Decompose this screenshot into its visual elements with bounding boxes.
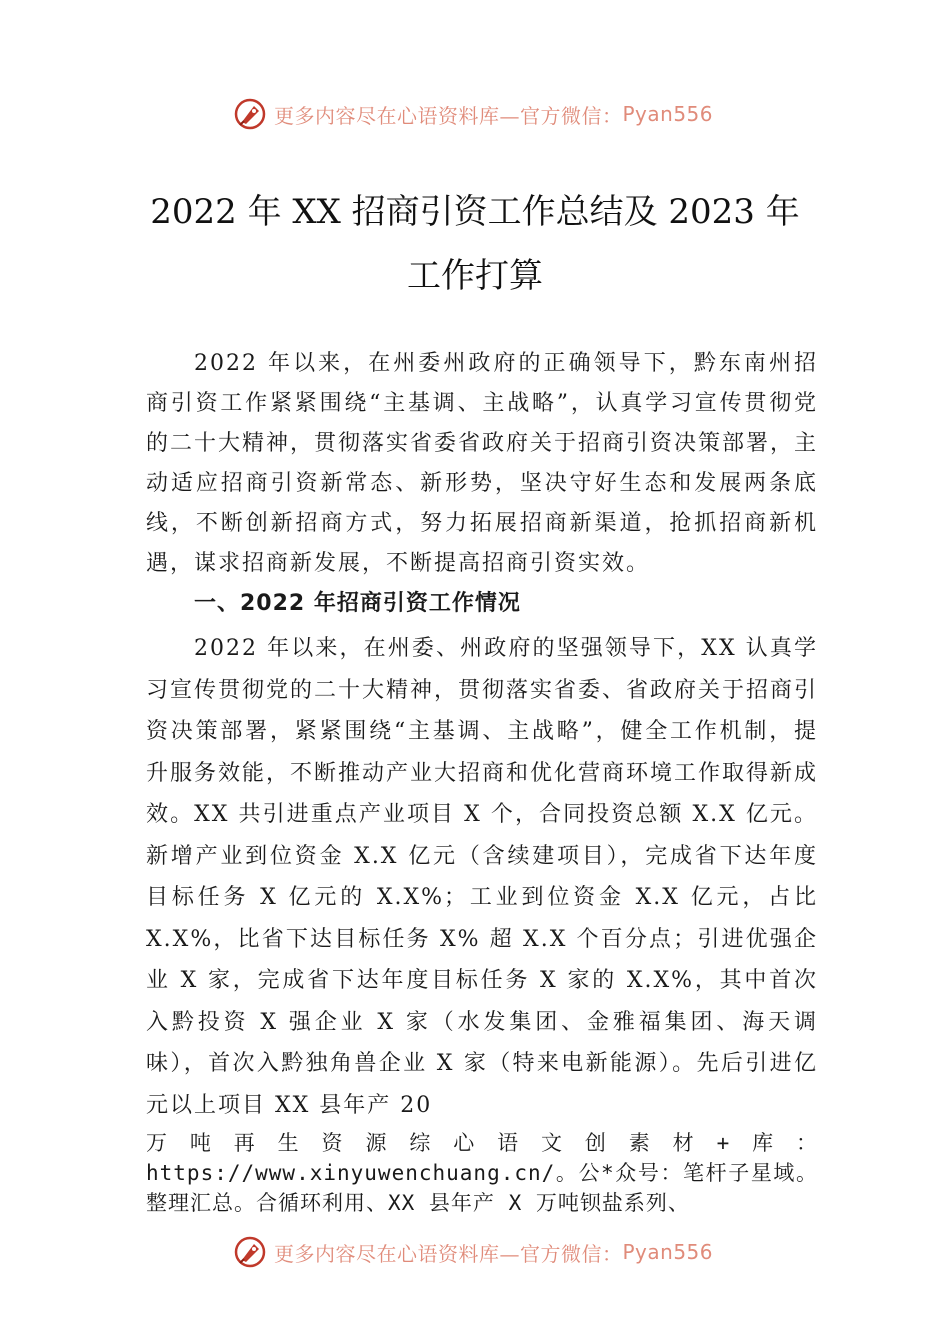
title-line-1: 2022 年 XX 招商引资工作总结及 2023 年 <box>150 192 800 232</box>
watermark-text: 更多内容尽在心语资料库—官方微信： <box>274 103 623 128</box>
tail-paragraph: 万吨再生资源综心语文创素材+库：https://www.xinyuwenchuang.cn/。公*众号：笔杆子星域。整理汇总。合循环利用、XX 县年产 X 万吨钡盐系列、 <box>146 1131 818 1215</box>
section-paragraph: 2022 年以来，在州委、州政府的坚强领导下，XX 认真学习宣传贯彻党的二十大精神，贯彻落实省委、省政府关于招商引资决策部署，紧紧围绕“主基调、主战略”，健全工作机制，提升服务效能，不断推动产业大招商和优化营商环境工作取得新成效。XX 共引进重点产业项目 X 个，合同投资总额 X.X 亿元。新增产业到位资金 X.X 亿元（含续建项目），完成省下达年度目标任务 X 亿元的 X.X%；工业到位资金 X.X 亿元，占比 X.X%，比省下达目标任务 X% 超 X.X 个百分点；引进优强企业 X 家，完成省下达年度目标任务 X 家的 X.X%，其中首次入黔投资 X 强企业 X 家（水发集团、金雅福集团、海天调味），首次入黔独角兽企业 X 家（特来电新能源）。先后引进亿元以上项目 XX 县年产 20 <box>146 636 819 1118</box>
section-heading: 一、2022 年招商引资工作情况 <box>194 591 521 616</box>
pen-nib-logo-icon <box>232 1234 268 1270</box>
watermark-wechat-id: Pyan556 <box>622 102 714 126</box>
watermark-wechat-id: Pyan556 <box>622 1240 714 1264</box>
pen-nib-logo-icon <box>232 96 268 132</box>
watermark-text: 更多内容尽在心语资料库—官方微信： <box>274 1241 623 1266</box>
footer-watermark <box>232 1234 713 1270</box>
title-line-2: 工作打算 <box>407 256 543 296</box>
document-title <box>100 180 850 308</box>
header-watermark <box>232 96 713 132</box>
intro-paragraph: 2022 年以来，在州委州政府的正确领导下，黔东南州招商引资工作紧紧围绕“主基调、主战略”，认真学习宣传贯彻党的二十大精神，贯彻落实省委省政府关于招商引资决策部署，主动适应招商引资新常态、新形势，坚决守好生态和发展两条底线，不断创新招商方式，努力拓展招商新渠道，抢抓招商新机遇，谋求招商新发展，不断提高招商引资实效。 <box>146 351 819 576</box>
